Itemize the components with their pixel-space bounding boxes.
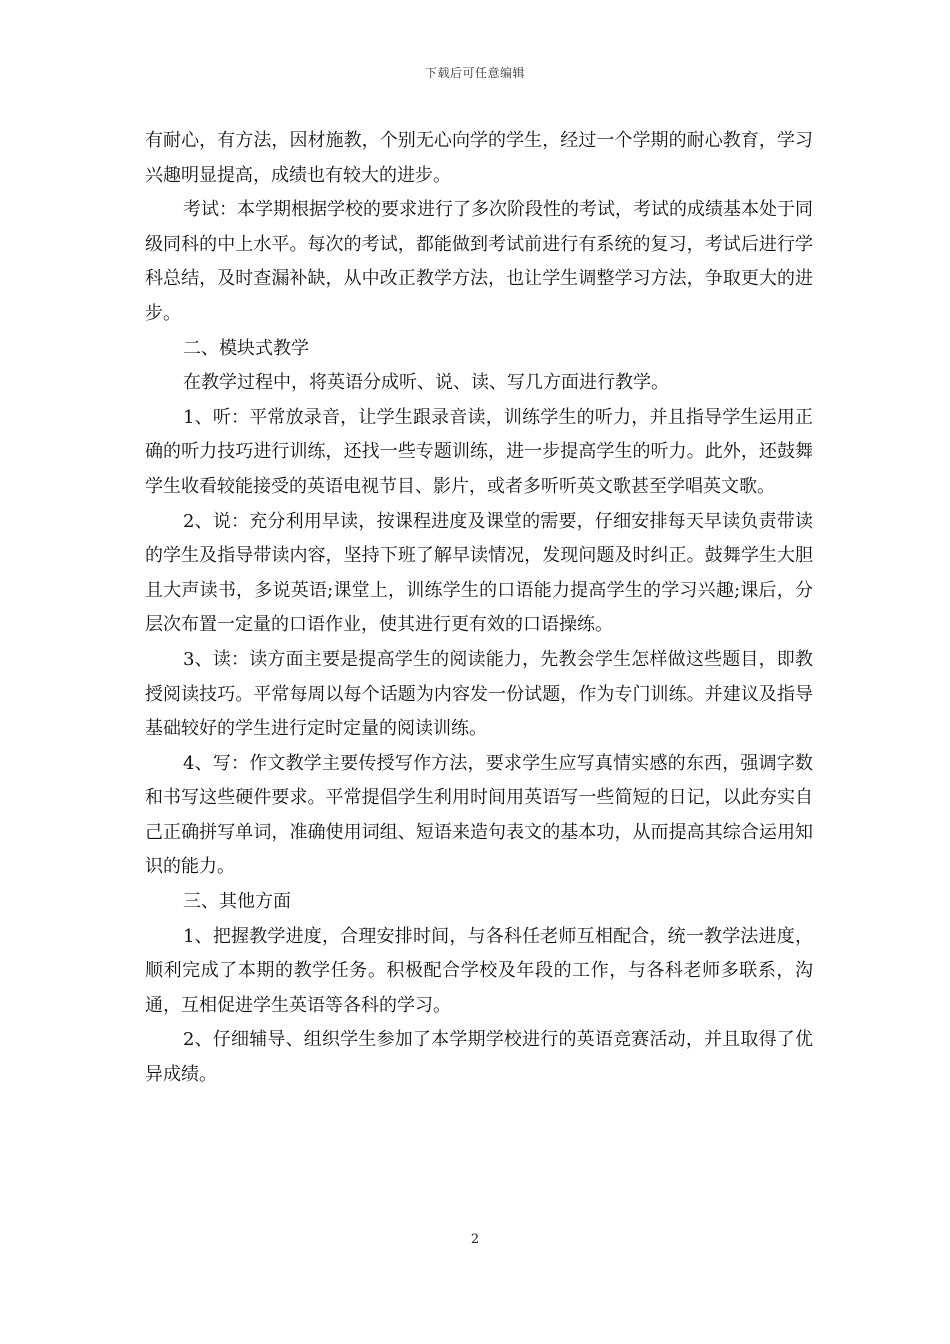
page-number: 2 [470,1232,480,1247]
paragraph: 3、读：读方面主要是提高学生的阅读能力，先教会学生怎样做这些题目，即教授阅读技巧。平常每周以每个话题为内容发一份试题，作为专门训练。并建议及指导基础较好的学生进行定时定量的阅读训练。 [145,648,813,740]
page-header: 下载后可任意编辑 [424,66,525,80]
paragraph: 1、听：平常放录音，让学生跟录音读，训练学生的听力，并且指导学生运用正确的听力技巧进行训练，还找一些专题训练，进一步提高学生的听力。此外，还鼓舞学生收看较能接受的英语电视节目、影片，或者多听听英文歌甚至学唱英文歌。 [145,406,813,497]
paragraph: 在教学过程中，将英语分成听、说、读、写几方面进行教学。 [183,372,669,394]
paragraph: 有耐心，有方法，因材施教，个别无心向学的学生，经过一个学期的耐心教育，学习兴趣明显提高，成绩也有较大的进步。 [145,130,813,186]
paragraph: 2、仔细辅导、组织学生参加了本学期学校进行的英语竞赛活动，并且取得了优异成绩。 [145,1029,813,1086]
paragraph: 考试：本学期根据学校的要求进行了多次阶段性的考试，考试的成绩基本处于同级同科的中上水平。每次的考试，都能做到考试前进行有系统的复习，考试后进行学科总结，及时查漏补缺，从中改正教学方法，也让学生调整学习方法，争取更大的进步。 [145,199,813,324]
paragraph: 1、把握教学进度，合理安排时间，与各科任老师互相配合，统一教学法进度，顺利完成了本期的教学任务。积极配合学校及年段的工作，与各科老师多联系，沟通，互相促进学生英语等各科的学习。 [145,925,813,1016]
section-heading: 三、其他方面 [183,891,291,913]
section-heading: 二、模块式教学 [183,337,309,359]
paragraph: 4、写：作文教学主要传授写作方法，要求学生应写真情实感的东西，强调字数和书写这些硬件要求。平常提倡学生利用时间用英语写一些简短的日记，以此夯实自己正确拼写单词，准确使用词组、短语来造句表文的基本功，从而提高其综合运用知识的能力。 [145,752,813,878]
document-body [145,124,813,1093]
paragraph: 2、说：充分利用早读，按课程进度及课堂的需要，仔细安排每天早读负责带读的学生及指导带读内容，坚持下班了解早读情况，发现问题及时纠正。鼓舞学生大胆且大声读书，多说英语;课堂上，训练学生的口语能力提高学生的学习兴趣;课后，分层次布置一定量的口语作业，使其进行更有效的口语操练。 [145,510,813,636]
